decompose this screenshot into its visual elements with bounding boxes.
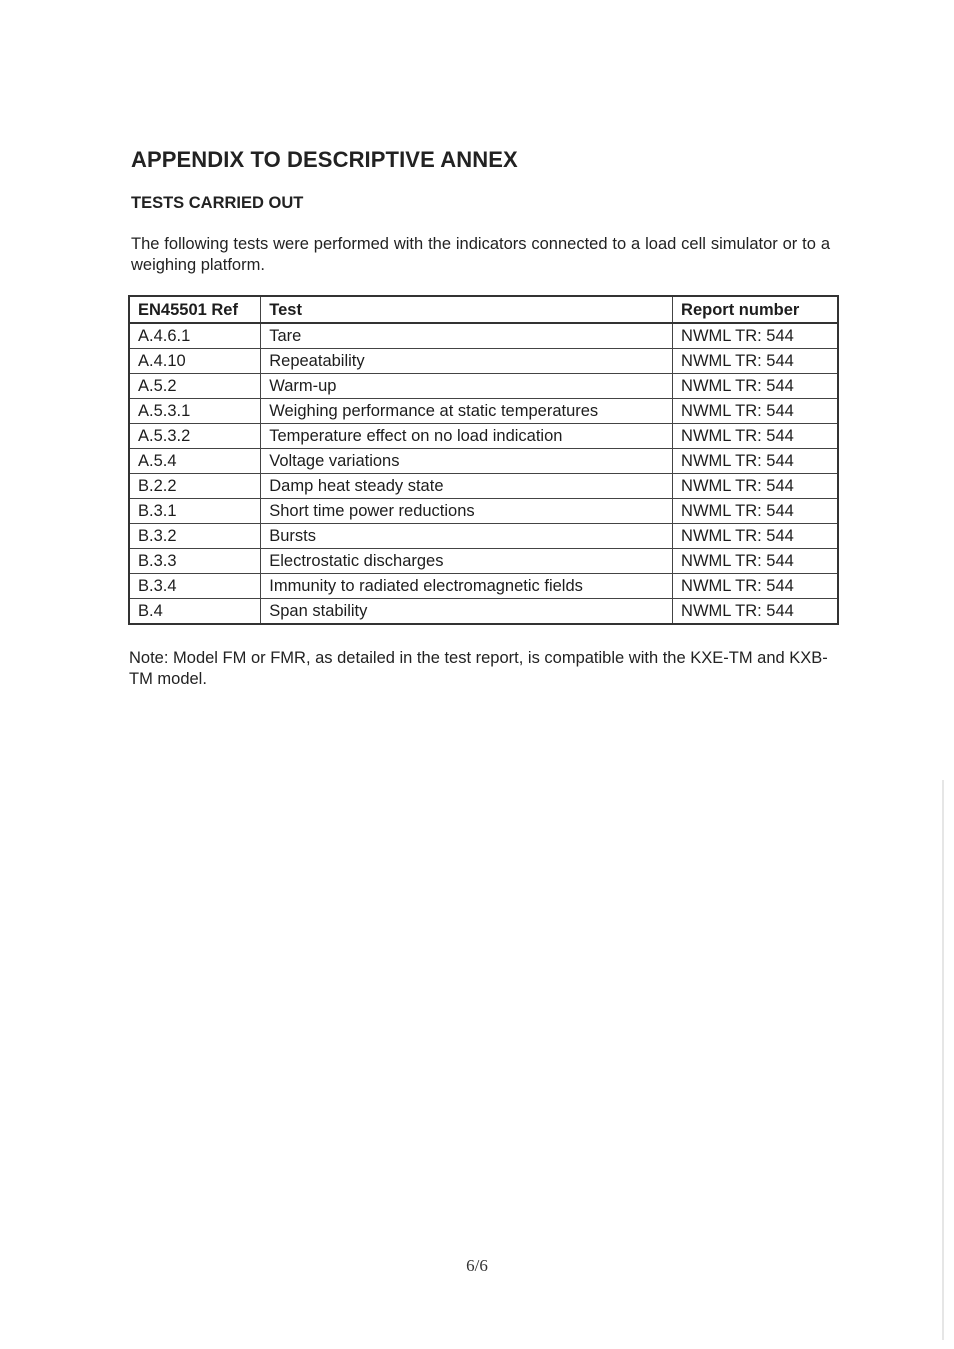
report-cell: NWML TR: 544	[673, 499, 838, 524]
ref-cell: B.4	[129, 599, 261, 625]
test-cell: Voltage variations	[261, 449, 673, 474]
ref-cell: B.2.2	[129, 474, 261, 499]
test-cell: Immunity to radiated electromagnetic fields	[261, 574, 673, 599]
column-header-ref: EN45501 Ref	[129, 296, 261, 323]
page-title: APPENDIX TO DESCRIPTIVE ANNEX	[131, 147, 518, 172]
section-heading: TESTS CARRIED OUT	[131, 194, 304, 212]
test-cell: Bursts	[261, 524, 673, 549]
test-cell: Short time power reductions	[261, 499, 673, 524]
test-cell: Span stability	[261, 599, 673, 625]
report-cell: NWML TR: 544	[673, 474, 838, 499]
report-cell: NWML TR: 544	[673, 599, 838, 625]
ref-cell: A.5.3.2	[129, 424, 261, 449]
table-row	[129, 574, 838, 599]
ref-cell: B.3.1	[129, 499, 261, 524]
ref-cell: B.3.4	[129, 574, 261, 599]
page-number: 6/6	[466, 1256, 488, 1275]
report-cell: NWML TR: 544	[673, 323, 838, 349]
report-cell: NWML TR: 544	[673, 349, 838, 374]
test-cell: Repeatability	[261, 349, 673, 374]
test-cell: Electrostatic discharges	[261, 549, 673, 574]
ref-cell: A.4.6.1	[129, 323, 261, 349]
table-row	[129, 499, 838, 524]
report-cell: NWML TR: 544	[673, 449, 838, 474]
test-cell: Weighing performance at static temperatures	[261, 399, 673, 424]
test-cell: Temperature effect on no load indication	[261, 424, 673, 449]
report-cell: NWML TR: 544	[673, 399, 838, 424]
ref-cell: A.4.10	[129, 349, 261, 374]
ref-cell: B.3.2	[129, 524, 261, 549]
column-header-test: Test	[261, 296, 673, 323]
report-cell: NWML TR: 544	[673, 424, 838, 449]
table-row	[129, 449, 838, 474]
table-row	[129, 549, 838, 574]
table-row	[129, 599, 838, 625]
table-row	[129, 374, 838, 399]
test-cell: Tare	[261, 323, 673, 349]
report-cell: NWML TR: 544	[673, 574, 838, 599]
intro-paragraph: The following tests were performed with the indicators connected to a load cell simulator or to a weighing platform.	[131, 235, 830, 274]
table-row	[129, 524, 838, 549]
test-cell: Warm-up	[261, 374, 673, 399]
ref-cell: A.5.2	[129, 374, 261, 399]
table-header-row	[129, 296, 838, 323]
column-header-report: Report number	[673, 296, 838, 323]
table-row	[129, 424, 838, 449]
table-row	[129, 474, 838, 499]
table-row	[129, 399, 838, 424]
tests-table	[128, 295, 839, 625]
report-cell: NWML TR: 544	[673, 549, 838, 574]
table-row	[129, 323, 838, 349]
table-row	[129, 349, 838, 374]
compatibility-note: Note: Model FM or FMR, as detailed in the test report, is compatible with the KXE-TM and KXB-TM model.	[129, 649, 828, 688]
ref-cell: A.5.4	[129, 449, 261, 474]
ref-cell: A.5.3.1	[129, 399, 261, 424]
ref-cell: B.3.3	[129, 549, 261, 574]
test-cell: Damp heat steady state	[261, 474, 673, 499]
report-cell: NWML TR: 544	[673, 524, 838, 549]
report-cell: NWML TR: 544	[673, 374, 838, 399]
